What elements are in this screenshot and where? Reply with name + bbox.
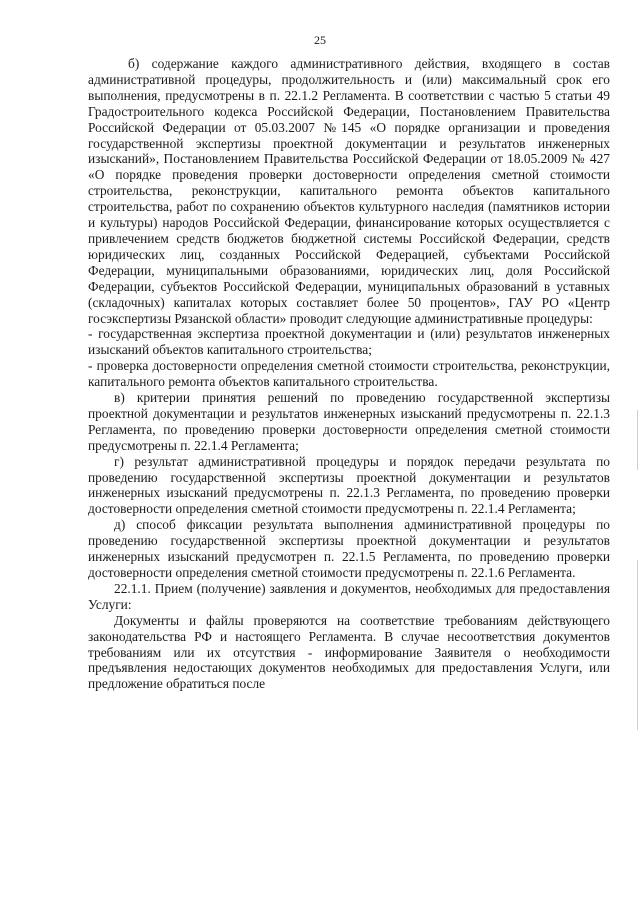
paragraph-d: д) способ фиксации результата выполнения административной процедуры по проведению государственной экспертизы проектной документации и результатов инженерных изысканий предусмотрен п. 22.1.5 Регламента, по проведению проверки достоверности определения сметной стоимости предусмотрены п. 22.1.6 Регламента.	[88, 517, 610, 580]
paragraph-v: в) критерии принятия решений по проведению государственной экспертизы проектной документации и результатов инженерных изысканий предусмотрены п. 22.1.3 Регламента, по проведению проверки достоверности определения сметной стоимости предусмотрены п. 22.1.4 Регламента;	[88, 390, 610, 453]
scan-edge-mark	[637, 560, 638, 730]
scan-edge-mark	[637, 410, 638, 470]
list-item-verification: - проверка достоверности определения сметной стоимости строительства, реконструкции, капитального ремонта объектов капитального строительства.	[88, 358, 610, 390]
list-item-expertise: - государственная экспертиза проектной документации и (или) результатов инженерных изысканий объектов капитального строительства;	[88, 326, 610, 358]
paragraph-documents-check: Документы и файлы проверяются на соответствие требованиям действующего законодательства РФ и настоящего Регламента. В случае несоответствия документов требованиям или их отсутствия - информирование Заявителя о необходимости предъявления недостающих документов необходимых для предоставления Услуги, или предложение обратиться после	[88, 612, 610, 692]
page-number: 25	[314, 33, 326, 47]
document-body	[88, 56, 610, 692]
section-22-1-1-heading: 22.1.1. Прием (получение) заявления и документов, необходимых для предоставления Услуги:	[88, 580, 610, 612]
paragraph-b: б) содержание каждого административного действия, входящего в состав административной процедуры, продолжительность и (или) максимальный срок его выполнения, предусмотрены в п. 22.1.2 Регламента. В соответствии с частью 5 статьи 49 Градостроительного кодекса Российской Федерации, Постановлением Правительства Российской Федерации от 05.03.2007 №145 «О порядке организации и проведения государственной экспертизы проектной документации и результатов инженерных изысканий», Постановлением Правительства Российской Федерации от 18.05.2009 № 427 «О порядке проведения проверки достоверности определения сметной стоимости строительства, реконструкции, капитального ремонта объектов капитального строительства, работ по сохранению объектов культурного наследия (памятников истории и культуры) народов Российской Федерации, финансирование которых осуществляется с привлечением средств бюджетов бюджетной системы Российской Федерации, средств юридических лиц, созданных Российской Федерацией, субъектами Российской Федерации, муниципальными образованиями, юридических лиц, доля Российской Федерации, субъектов Российской Федерации, муниципальных образований в уставных (складочных) капиталах которых составляет более 50 процентов», ГАУ РО «Центр госэкспертизы Рязанской области» проводит следующие административные процедуры:	[88, 56, 610, 326]
paragraph-g: г) результат административной процедуры и порядок передачи результата по проведению государственной экспертизы проектной документации и результатов инженерных изысканий предусмотрены п. 22.1.3 Регламента, по проведению проверки достоверности определения сметной стоимости предусмотрены п. 22.1.4 Регламента;	[88, 453, 610, 517]
